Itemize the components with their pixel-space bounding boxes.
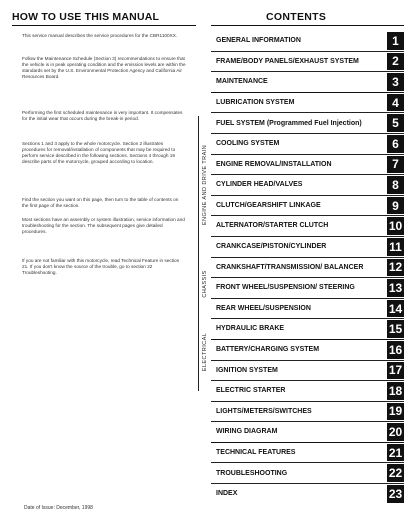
left-heading-rule: [12, 25, 196, 26]
toc-label: TECHNICAL FEATURES: [216, 449, 296, 457]
toc-row-21[interactable]: [211, 442, 404, 463]
section-tab: 10: [388, 219, 403, 234]
toc-row-14[interactable]: [211, 298, 404, 319]
contents-heading-rule: [211, 25, 404, 26]
toc-row-15[interactable]: [211, 318, 404, 339]
intro-paragraph: This service manual describes the service procedures for the CBR1100XX.: [22, 33, 178, 38]
section-tab: 14: [388, 301, 403, 316]
section-tab: 3: [387, 73, 404, 91]
section-tab: 7: [387, 156, 404, 174]
break-in-paragraph: Performing the first scheduled maintenance is very important. It compensates for the initial wear that occurs during the break-in period.: [22, 110, 183, 121]
section-tab: 20: [388, 425, 403, 440]
toc-row-22[interactable]: [211, 462, 404, 483]
section-tab: 15: [388, 322, 403, 337]
maintenance-paragraph: Follow the Maintenance Schedule (Section 3) recommendations to ensure that the vehicle is in peak operating condition and the emission levels are within the standards set by the U.S. Environmental Protection Agency and California Air Resources Board.: [22, 56, 186, 79]
toc-row-16[interactable]: [211, 339, 404, 360]
sections-paragraph: Sections 1 and 3 apply to the whole motorcycle. Section 2 illustrates procedures for removal/installation of components that may be required to perform service described in the following sections. Sections 4 through 19 describe parts of the motorcycle, grouped according to location.: [22, 141, 176, 164]
group-electrical: [198, 313, 210, 391]
toc-row-23[interactable]: [211, 483, 404, 504]
section-tab: 5: [387, 114, 404, 132]
section-tab: 16: [388, 342, 403, 357]
toc-label: IGNITION SYSTEM: [216, 366, 278, 374]
toc-label: ELECTRIC STARTER: [216, 387, 286, 395]
find-section-paragraph: Find the section you want on this page, then turn to the table of contents on the first page of the section.: [22, 197, 179, 208]
toc-label: FRAME/BODY PANELS/EXHAUST SYSTEM: [216, 57, 359, 65]
toc-label: FRONT WHEEL/SUSPENSION/ STEERING: [216, 284, 355, 292]
section-tab: 12: [388, 260, 403, 275]
toc-label: BATTERY/CHARGING SYSTEM: [216, 346, 320, 354]
contents-heading: CONTENTS: [266, 11, 327, 23]
section-tab: 23: [388, 486, 403, 501]
toc-label: ALTERNATOR/STARTER CLUTCH: [216, 222, 329, 230]
section-tab: 6: [387, 135, 404, 153]
toc-label: REAR WHEEL/SUSPENSION: [216, 304, 311, 312]
toc-row-18[interactable]: [211, 380, 404, 401]
toc-label: LUBRICATION SYSTEM: [216, 98, 295, 106]
toc-row-2[interactable]: [211, 51, 404, 72]
issue-date: Date of Issue: December, 1998: [24, 505, 93, 511]
toc-row-10[interactable]: [211, 215, 404, 236]
section-tab: 4: [387, 94, 404, 112]
toc-row-5[interactable]: [211, 112, 404, 133]
section-tab: 21: [388, 445, 403, 460]
section-tab: 9: [387, 197, 404, 215]
toc-label: MAINTENANCE: [216, 78, 268, 86]
section-tab: 2: [387, 53, 404, 71]
toc-label: CYLINDER HEAD/VALVES: [216, 181, 303, 189]
contents-list: [211, 31, 404, 504]
toc-row-9[interactable]: [211, 195, 404, 216]
section-tab: 22: [388, 466, 403, 481]
illustration-paragraph: Most sections have an assembly or system illustration, service information and troubleshooting for the section. The subsequent pages give detailed procedures.: [22, 217, 185, 234]
toc-row-7[interactable]: [211, 154, 404, 175]
toc-label: INDEX: [216, 490, 238, 498]
toc-label: CRANKSHAFT/TRANSMISSION/ BALANCER: [216, 263, 364, 271]
toc-row-19[interactable]: [211, 401, 404, 422]
section-tab: 13: [388, 280, 403, 295]
section-tab: 18: [388, 383, 403, 398]
section-tab: 11: [387, 238, 404, 256]
toc-row-17[interactable]: [211, 360, 404, 381]
toc-label: ENGINE REMOVAL/INSTALLATION: [216, 160, 332, 168]
section-tab: 8: [387, 176, 404, 194]
toc-label: HYDRAULIC BRAKE: [216, 325, 285, 333]
section-tab: 17: [388, 363, 403, 378]
group-label-engine: ENGINE AND DRIVE TRAIN: [201, 144, 208, 226]
toc-row-3[interactable]: [211, 71, 404, 92]
toc-label: CRANKCASE/PISTON/CYLINDER: [216, 243, 327, 251]
toc-row-8[interactable]: [211, 174, 404, 195]
toc-label: CLUTCH/GEARSHIFT LINKAGE: [216, 201, 321, 209]
toc-label: GENERAL INFORMATION: [216, 37, 301, 45]
toc-label: LIGHTS/METERS/SWITCHES: [216, 407, 312, 415]
toc-label: FUEL SYSTEM (Programmed Fuel Injection): [216, 119, 362, 127]
toc-row-11[interactable]: [211, 236, 404, 257]
technical-feature-paragraph: If you are not familiar with this motorcycle, read Technical Feature in section 21. If you don't know the source of the trouble, go to section 22 Troubleshooting.: [22, 258, 180, 275]
toc-row-4[interactable]: [211, 92, 404, 113]
group-label-electrical: ELECTRICAL: [201, 332, 208, 372]
toc-label: COOLING SYSTEM: [216, 140, 280, 148]
toc-row-1[interactable]: [211, 31, 404, 51]
manual-usage-heading: HOW TO USE THIS MANUAL: [12, 11, 160, 23]
toc-row-12[interactable]: [211, 257, 404, 278]
toc-row-6[interactable]: [211, 133, 404, 154]
section-tab: 19: [388, 404, 403, 419]
group-engine-drive-train: [198, 116, 210, 254]
toc-row-13[interactable]: [211, 277, 404, 298]
group-chassis: [198, 254, 210, 313]
toc-label: TROUBLESHOOTING: [216, 469, 288, 477]
group-label-chassis: CHASSIS: [201, 269, 208, 298]
toc-label: WIRING DIAGRAM: [216, 428, 278, 436]
section-tab: 1: [387, 32, 404, 50]
toc-row-20[interactable]: [211, 421, 404, 442]
